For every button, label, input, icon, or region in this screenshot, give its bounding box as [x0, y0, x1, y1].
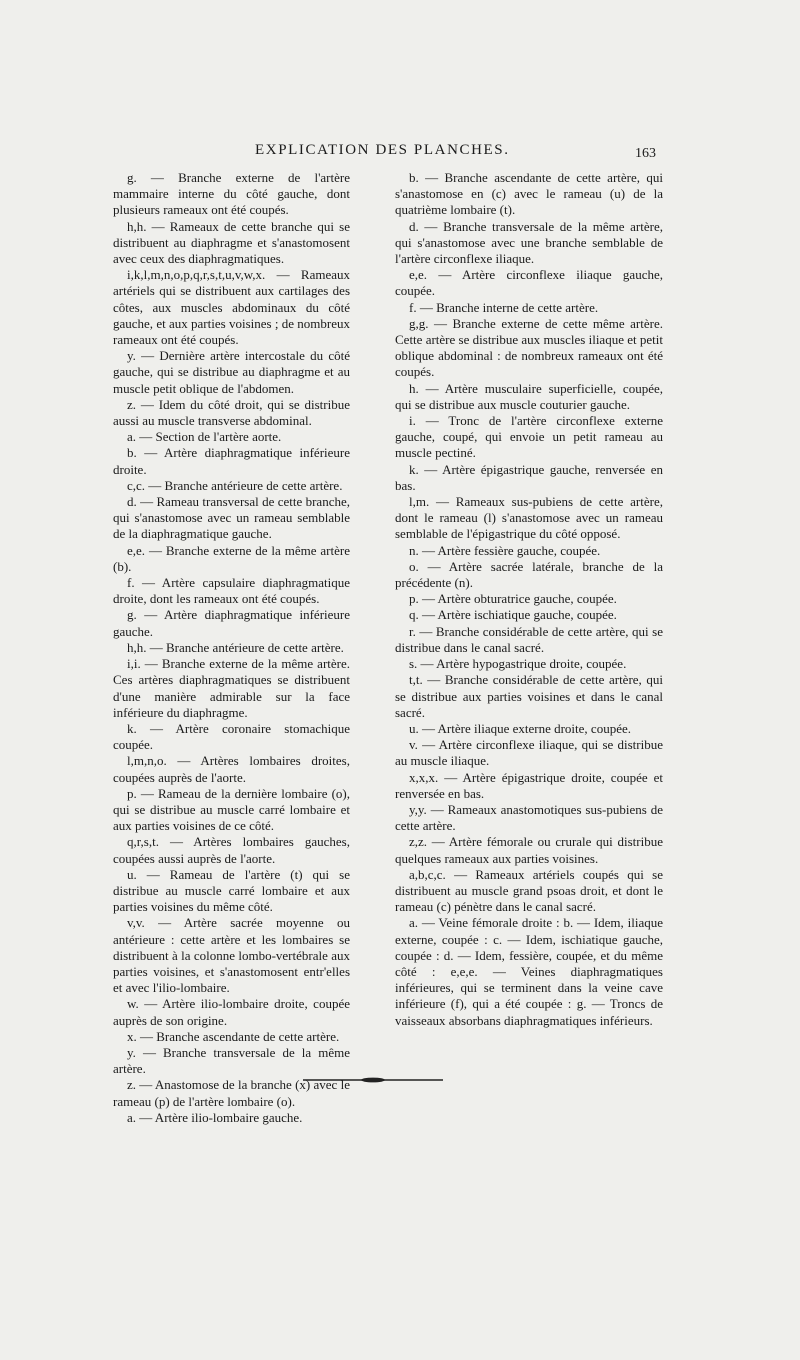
legend-entry: r. — Branche considérable de cette artère, qui se distribue dans le canal sacré. [395, 623, 663, 655]
legend-entry: a. — Veine fémorale droite : b. — Idem, iliaque externe, coupée : c. — Idem, ischiatique gauche, coupée : d. — Idem, fessière, coupée, et du même côté : e,e,e. — Veines diaphragmatiques inférieures, qui se terminent dans la veine cave inférieure (f), qui a été coupée : g. — Troncs de vaisseaux absorbans diaphragmatiques inférieurs. [395, 915, 663, 1028]
left-text-column [113, 170, 350, 1126]
legend-entry: n. — Artère fessière gauche, coupée. [409, 542, 601, 558]
legend-entry: a. — Artère ilio-lombaire gauche. [127, 1109, 303, 1125]
legend-entry: k. — Artère coronaire stomachique coupée. [113, 720, 350, 753]
legend-entry: f. — Branche interne de cette artère. [409, 299, 599, 315]
legend-entry: z. — Idem du côté droit, qui se distribue aussi au muscle transverse abdominal. [113, 396, 350, 429]
legend-entry: i,i. — Branche externe de la même artère. Ces artères diaphragmatiques se distribuent d'une manière admirable sur la face inférieure du diaphragme. [113, 656, 350, 720]
page-number: 163 [635, 146, 656, 161]
legend-entry: q. — Artère ischiatique gauche, coupée. [409, 607, 617, 623]
page-title: EXPLICATION DES PLANCHES. [255, 142, 510, 158]
legend-entry: x,x,x. — Artère épigastrique droite, coupée et renversée en bas. [395, 769, 663, 801]
legend-entry: i,k,l,m,n,o,p,q,r,s,t,u,v,w,x. — Rameaux artériels qui se distribuent aux cartilages des côtes, aux muscles abdominaux du côté gauche, et aux parties voisines ; de nombreux rameaux ont été coupés. [113, 267, 350, 348]
legend-entry: f. — Artère capsulaire diaphragmatique droite, dont les rameaux ont été coupés. [113, 575, 350, 607]
legend-entry: q,r,s,t. — Artères lombaires gauches, coupées aussi auprès de l'aorte. [113, 834, 350, 866]
legend-entry: z. — Anastomose de la branche (x) avec le rameau (p) de l'artère lombaire (o). [113, 1077, 350, 1109]
legend-entry: a,b,c,c. — Rameaux artériels coupés qui se distribuent au muscle grand psoas droit, et dont le rameau (c) pénètre dans le canal sacré. [395, 866, 663, 915]
legend-entry: l,m. — Rameaux sus-pubiens de cette artère, dont le rameau (l) s'anastomose avec un rameau semblable de l'épigastrique du côté opposé. [395, 494, 663, 542]
right-text-column [395, 170, 663, 1029]
legend-entry: e,e. — Branche externe de la même artère (b). [113, 542, 350, 574]
legend-entry: v,v. — Artère sacrée moyenne ou antérieure : cette artère et les lombaires se distribuent à la colonne lombo-vertébrale aux parties voisines, et s'anastomosent entr'elles et avec l'ilio-lombaire. [113, 915, 350, 996]
legend-entry: d. — Rameau transversal de cette branche, qui s'anastomose avec un rameau semblable de la diaphragmatique gauche. [113, 494, 350, 542]
legend-entry: u. — Artère iliaque externe droite, coupée. [409, 720, 631, 736]
legend-entry: c,c. — Branche antérieure de cette artère. [127, 477, 343, 493]
legend-entry: g. — Branche externe de l'artère mammaire interne du côté gauche, dont plusieurs rameaux ont été coupés. [113, 170, 350, 218]
legend-entry: y. — Branche transversale de la même artère. [113, 1044, 350, 1077]
legend-entry: o. — Artère sacrée latérale, branche de la précédente (n). [395, 558, 663, 591]
legend-entry: b. — Branche ascendante de cette artère, qui s'anastomose en (c) avec le rameau (u) de la quatrième lombaire (t). [395, 170, 663, 218]
page-header [0, 142, 800, 166]
legend-entry: e,e. — Artère circonflexe iliaque gauche, coupée. [395, 267, 663, 299]
legend-entry: z,z. — Artère fémorale ou crurale qui distribue quelques rameaux aux parties voisines. [395, 834, 663, 866]
legend-entry: h,h. — Branche antérieure de cette artère. [127, 639, 344, 655]
legend-entry: y. — Dernière artère intercostale du côté gauche, qui se distribue au diaphragme et au muscle petit oblique de l'abdomen. [113, 348, 350, 396]
legend-entry: i. — Tronc de l'artère circonflexe externe gauche, coupé, qui envoie un petit rameau au muscle pectiné. [395, 413, 663, 461]
legend-entry: p. — Rameau de la dernière lombaire (o), qui se distribue au muscle carré lombaire et aux parties voisines de ce côté. [113, 785, 350, 834]
legend-entry: y,y. — Rameaux anastomotiques sus-pubiens de cette artère. [395, 801, 663, 834]
legend-entry: h. — Artère musculaire superficielle, coupée, qui se distribue aux muscle couturier gauche. [395, 380, 663, 412]
legend-entry: s. — Artère hypogastrique droite, coupée. [409, 656, 627, 672]
legend-entry: g,g. — Branche externe de cette même artère. Cette artère se distribue aux muscles iliaque et petit oblique abdominal : de nombreux rameaux ont été coupés. [395, 315, 663, 380]
legend-entry: t,t. — Branche considérable de cette artère, qui se distribue aux parties voisines et dans le canal sacré. [395, 672, 663, 720]
legend-entry: k. — Artère épigastrique gauche, renversée en bas. [395, 461, 663, 493]
legend-entry: a. — Section de l'artère aorte. [127, 429, 282, 445]
legend-entry: w. — Artère ilio-lombaire droite, coupée auprès de son origine. [113, 996, 350, 1028]
legend-entry: g. — Artère diaphragmatique inférieure gauche. [113, 607, 350, 639]
legend-entry: d. — Branche transversale de la même artère, qui s'anastomose avec une branche semblable de l'artère circonflexe iliaque. [395, 218, 663, 267]
legend-entry: l,m,n,o. — Artères lombaires droites, coupées auprès de l'aorte. [113, 753, 350, 785]
end-ornament-rule [303, 1077, 443, 1083]
legend-entry: u. — Rameau de l'artère (t) qui se distribue au muscle carré lombaire et aux parties voisines du même côté. [113, 866, 350, 915]
legend-entry: p. — Artère obturatrice gauche, coupée. [409, 591, 617, 607]
legend-entry: x. — Branche ascendante de cette artère. [127, 1028, 340, 1044]
legend-entry: v. — Artère circonflexe iliaque, qui se distribue au muscle iliaque. [395, 737, 663, 769]
legend-entry: b. — Artère diaphragmatique inférieure droite. [113, 445, 350, 477]
legend-entry: h,h. — Rameaux de cette branche qui se distribuent au diaphragme et s'anastomosent avec ceux des diaphragmatiques. [113, 218, 350, 267]
